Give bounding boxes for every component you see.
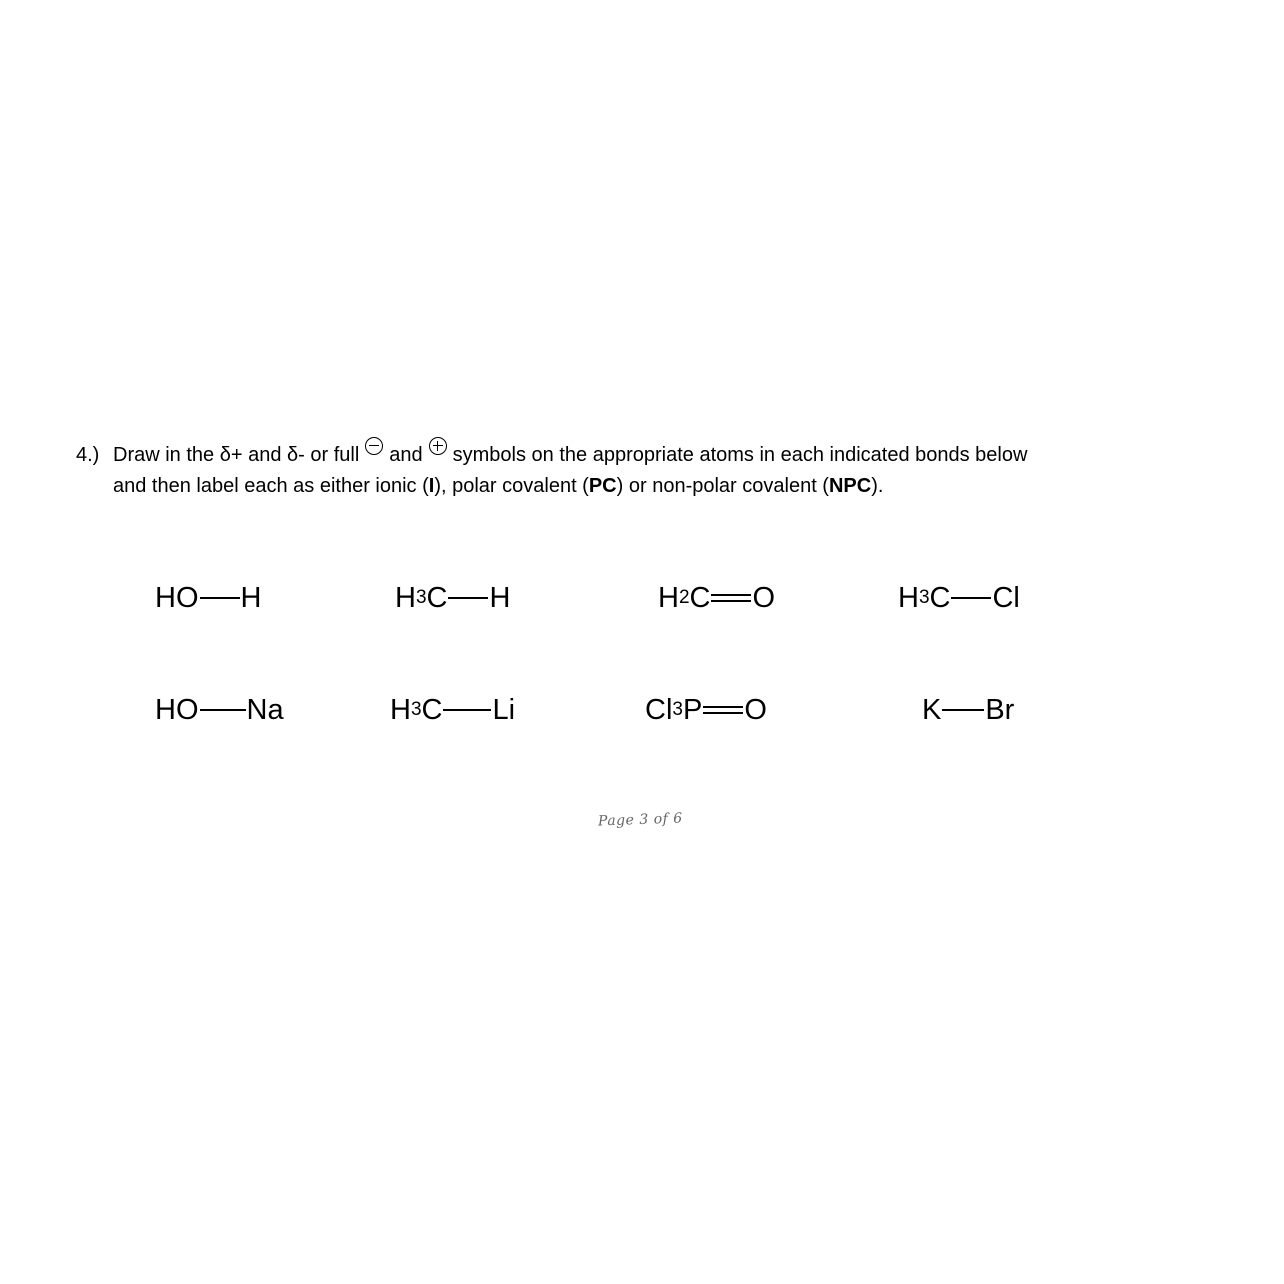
molecule-ho-h: HO H	[155, 581, 262, 614]
polar-covalent-abbrev: PC	[588, 475, 617, 497]
single-bond	[200, 709, 246, 711]
molecule-cl3p-o: Cl 3 P O	[645, 693, 767, 726]
single-bond	[448, 597, 488, 599]
instruction-line-2: and then label each as either ionic (I), polar covalent (PC) or non-polar covalent (NPC).	[113, 475, 884, 497]
single-bond	[942, 709, 984, 711]
single-bond	[951, 597, 991, 599]
double-bond	[711, 594, 751, 602]
single-bond	[200, 597, 240, 599]
ionic-abbrev: I	[428, 475, 435, 497]
molecule-k-br: K Br	[922, 693, 1015, 726]
page-number: Page 3 of 6	[597, 810, 683, 830]
instruction-line-1: Draw in the δ+ and δ- or full and symbols on the appropriate atoms in each indicated bonds below	[113, 440, 1027, 471]
molecule-h3c-h: H 3 C H	[395, 581, 511, 614]
molecule-ho-na: HO Na	[155, 693, 284, 726]
molecule-h3c-cl: H 3 C Cl	[898, 581, 1020, 614]
question-number: 4.)	[76, 444, 100, 466]
non-polar-covalent-abbrev: NPC	[828, 475, 872, 497]
minus-circle-icon	[365, 437, 383, 455]
single-bond	[443, 709, 491, 711]
molecule-h3c-li: H 3 C Li	[390, 693, 516, 726]
molecule-h2c-o: H 2 C O	[658, 581, 776, 614]
plus-circle-icon	[429, 437, 447, 455]
double-bond	[703, 706, 743, 714]
